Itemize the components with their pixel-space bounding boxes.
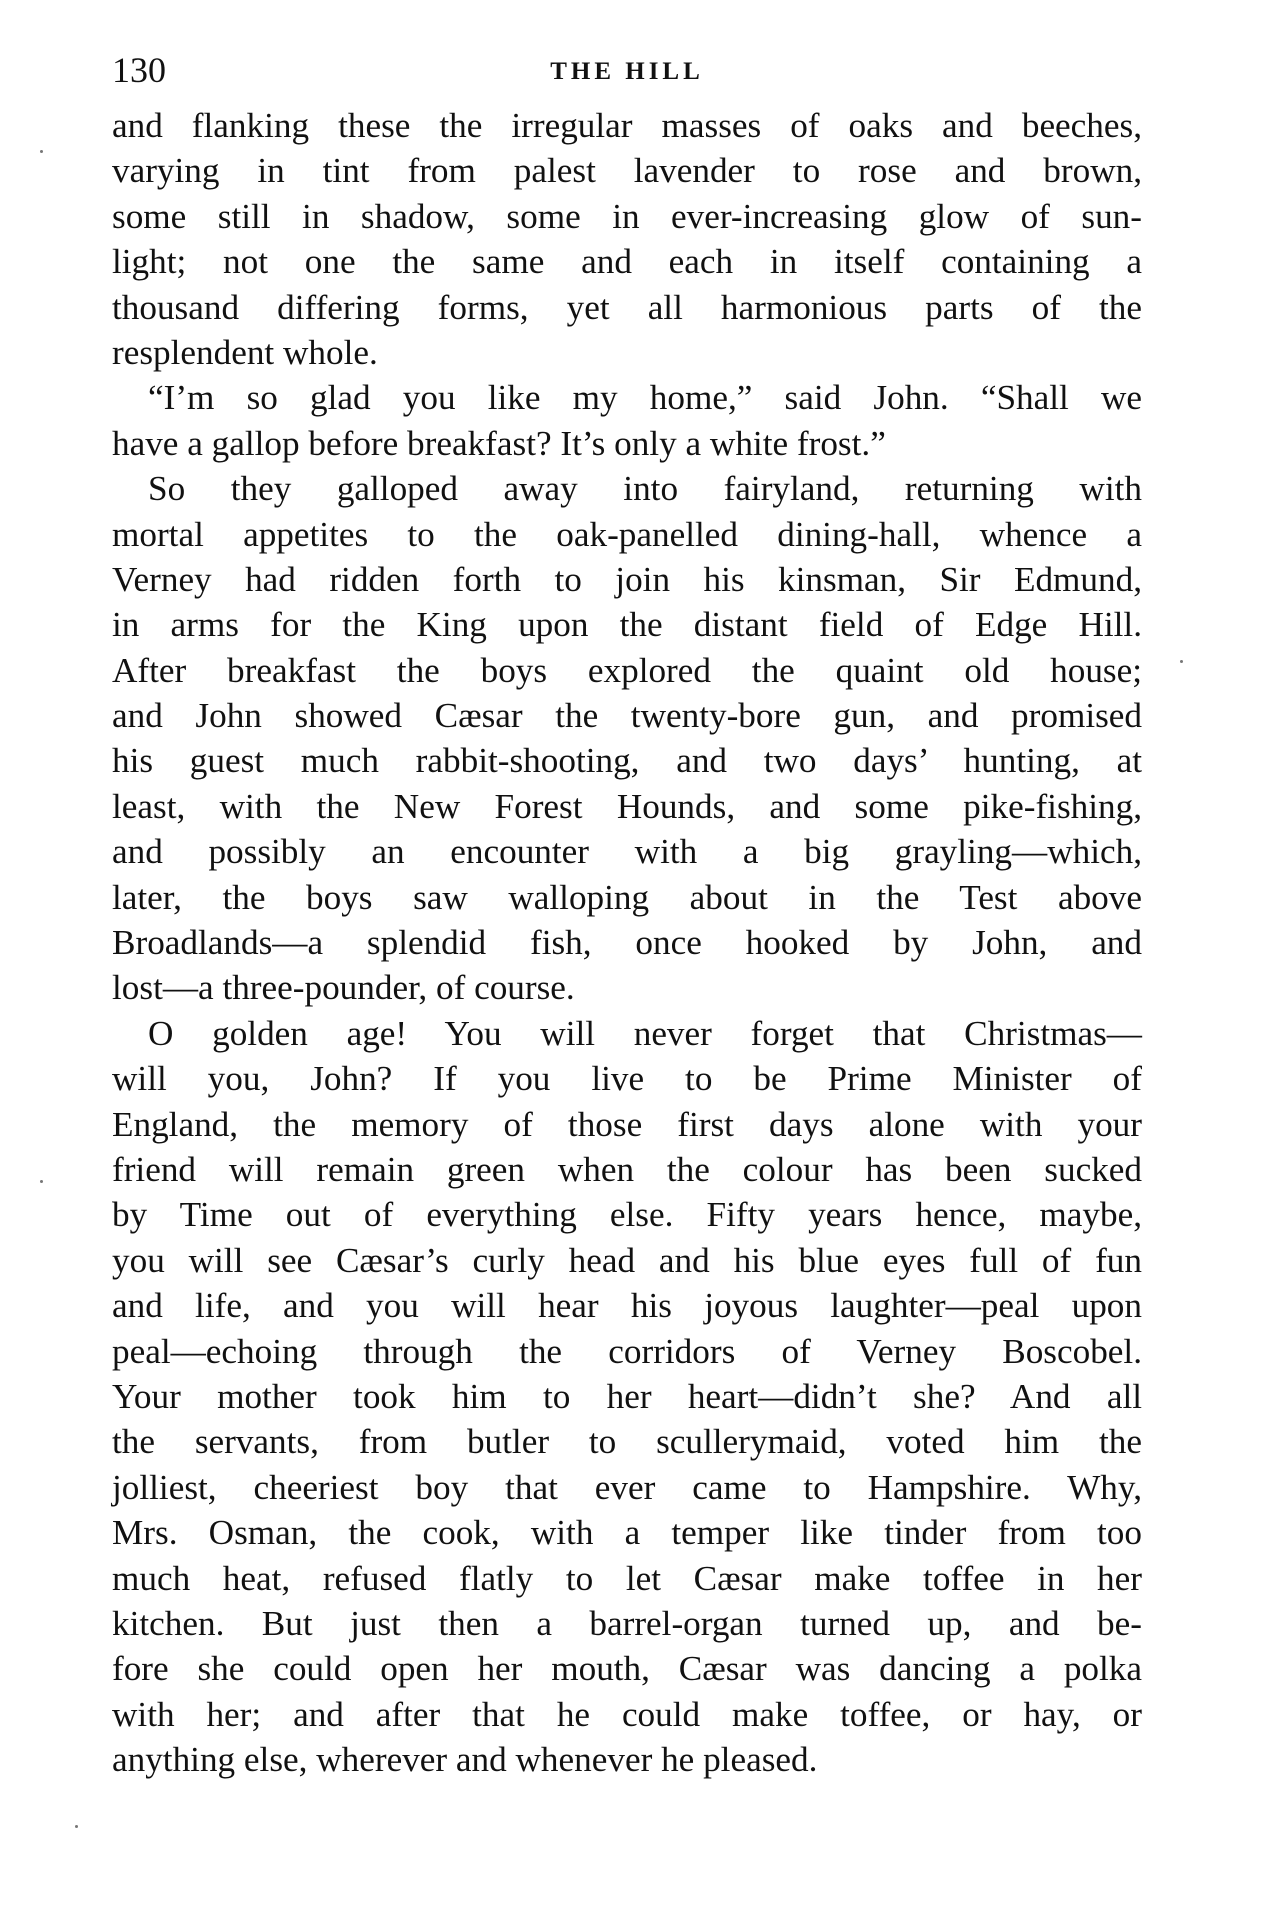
text-line: have a gallop before breakfast? It’s only a white frost.” [112, 423, 886, 463]
body-text [112, 103, 1142, 1782]
paper-speck [40, 150, 43, 153]
paragraph-1 [112, 103, 1142, 375]
text-line: kitchen. But just then a barrel-organ turned up, and be- [112, 1603, 1142, 1643]
text-line: friend will remain green when the colour has been sucked [112, 1149, 1142, 1189]
paper-speck [40, 1180, 43, 1183]
text-line: O golden age! You will never forget that Christmas— [148, 1013, 1142, 1053]
text-line: and life, and you will hear his joyous laughter—peal upon [112, 1286, 1142, 1326]
text-line: least, with the New Forest Hounds, and some pike-fishing, [112, 786, 1142, 826]
text-line: England, the memory of those first days alone with your [112, 1104, 1142, 1144]
text-line: Broadlands—a splendid fish, once hooked by John, and [112, 923, 1142, 963]
text-line: and flanking these the irregular masses of oaks and beeches, [112, 106, 1142, 145]
paragraph-2 [112, 375, 1142, 466]
text-line: later, the boys saw walloping about in the Test above [112, 877, 1142, 917]
text-line: Mrs. Osman, the cook, with a temper like tinder from too [112, 1513, 1142, 1553]
text-line: anything else, wherever and whenever he pleased. [112, 1740, 818, 1780]
text-line: “I’m so glad you like my home,” said John. “Shall we [148, 378, 1142, 418]
text-line: light; not one the same and each in itself containing a [112, 242, 1142, 282]
running-head [112, 50, 1142, 90]
text-line: peal—echoing through the corridors of Verney Boscobel. [112, 1331, 1142, 1371]
text-line: Your mother took him to her heart—didn’t she? And all [112, 1376, 1142, 1416]
text-line: and John showed Cæsar the twenty-bore gun, and promised [112, 696, 1142, 736]
text-line: lost—a three-pounder, of course. [112, 968, 575, 1008]
text-line: in arms for the King upon the distant field of Edge Hill. [112, 605, 1142, 645]
text-line: resplendent whole. [112, 332, 378, 372]
text-line: varying in tint from palest lavender to rose and brown, [112, 151, 1142, 191]
text-line: by Time out of everything else. Fifty years hence, maybe, [112, 1195, 1142, 1235]
paper-speck [1180, 660, 1183, 663]
paper-speck [75, 1825, 78, 1828]
text-line: mortal appetites to the oak-panelled dining-hall, whence a [112, 514, 1142, 554]
text-line: some still in shadow, some in ever-increasing glow of sun- [112, 196, 1142, 236]
paragraph-3 [112, 466, 1142, 1011]
page-number: 130 [112, 50, 166, 90]
text-line: much heat, refused flatly to let Cæsar make toffee in her [112, 1558, 1142, 1598]
text-line: jolliest, cheeriest boy that ever came to Hampshire. Why, [112, 1467, 1142, 1507]
text-line: his guest much rabbit-shooting, and two days’ hunting, at [112, 741, 1142, 781]
text-line: and possibly an encounter with a big grayling—which, [112, 832, 1142, 872]
book-title: THE HILL [550, 58, 704, 85]
text-line: will you, John? If you live to be Prime Minister of [112, 1059, 1142, 1099]
text-line: you will see Cæsar’s curly head and his blue eyes full of fun [112, 1240, 1142, 1280]
text-line: with her; and after that he could make toffee, or hay, or [112, 1694, 1142, 1734]
text-line: thousand differing forms, yet all harmonious parts of the [112, 287, 1142, 327]
text-line: So they galloped away into fairyland, returning with [148, 469, 1142, 509]
text-line: fore she could open her mouth, Cæsar was dancing a polka [112, 1649, 1142, 1689]
text-line: Verney had ridden forth to join his kinsman, Sir Edmund, [112, 559, 1142, 599]
paragraph-4 [112, 1011, 1142, 1783]
text-line: the servants, from butler to scullerymaid, voted him the [112, 1422, 1142, 1462]
text-line: After breakfast the boys explored the quaint old house; [112, 650, 1142, 690]
